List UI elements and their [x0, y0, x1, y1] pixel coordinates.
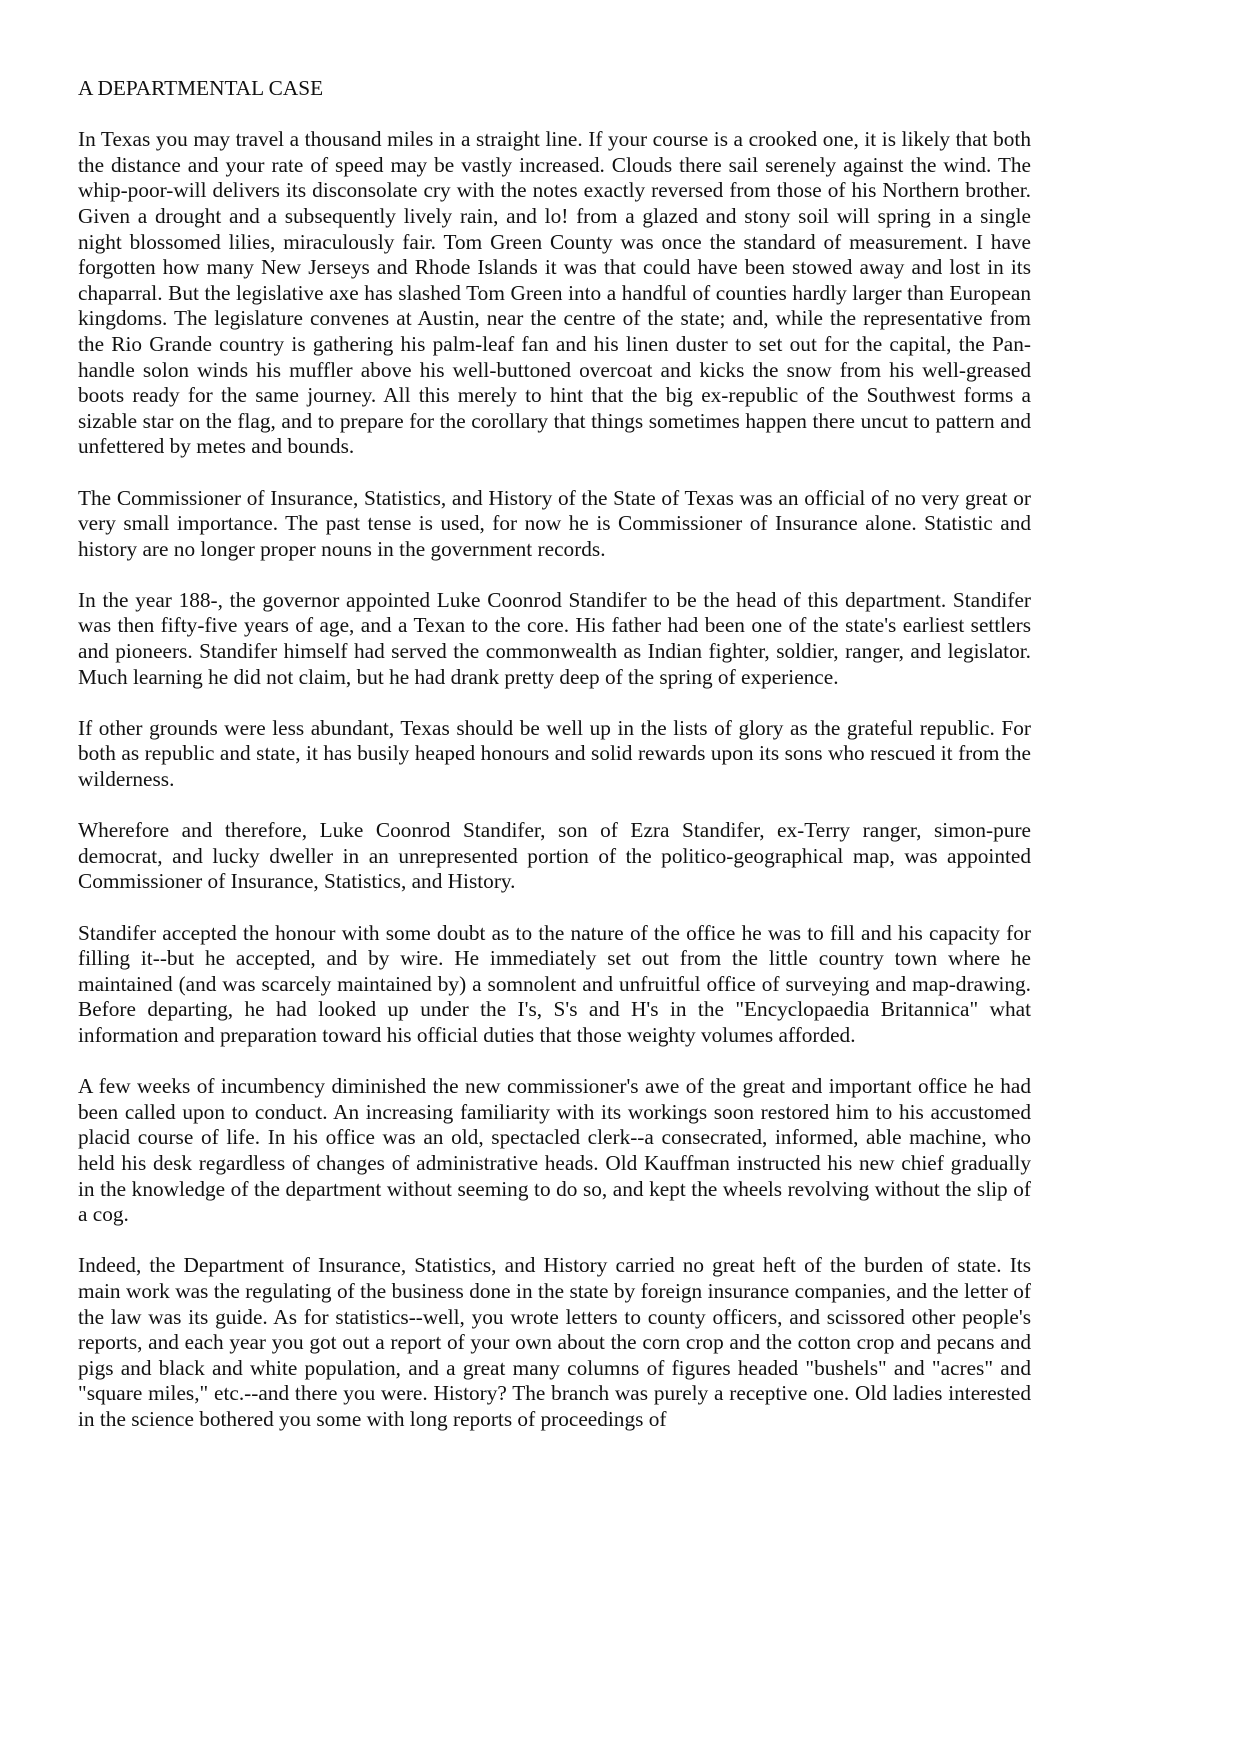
paragraph-3: In the year 188-, the governor appointed Luke Coonrod Standifer to be the head of this department. Standifer was then fifty-five years of age, and a Texan to the core. His father had been one of the state's earliest settlers and pioneers. Standifer himself had served the commonwealth as Indian fighter, soldier, ranger, and legislator. Much learning he did not claim, but he had drank pretty deep of the spring of experience.	[78, 587, 1031, 689]
paragraph-5: Wherefore and therefore, Luke Coonrod Standifer, son of Ezra Standifer, ex-Terry ranger, simon-pure democrat, and lucky dweller in an unrepresented portion of the politico-geographical map, was appointed Commissioner of Insurance, Statistics, and History.	[78, 818, 1031, 894]
paragraph-7: A few weeks of incumbency diminished the new commissioner's awe of the great and important office he had been called upon to conduct. An increasing familiarity with its workings soon restored him to his accustomed placid course of life. In his office was an old, spectacled clerk--a consecrated, informed, able machine, who held his desk regardless of changes of administrative heads. Old Kauffman instructed his new chief gradually in the knowledge of the department without seeming to do so, and kept the wheels revolving without the slip of a cog.	[78, 1074, 1031, 1227]
paragraph-4: If other grounds were less abundant, Texas should be well up in the lists of glory as the grateful republic. For both as republic and state, it has busily heaped honours and solid rewards upon its sons who rescued it from the wilderness.	[78, 715, 1031, 792]
document-title: A DEPARTMENTAL CASE	[78, 76, 324, 100]
paragraph-2: The Commissioner of Insurance, Statistics, and History of the State of Texas was an official of no very great or very small importance. The past tense is used, for now he is Commissioner of Insurance alone. Statistic and history are no longer proper nouns in the government records.	[78, 485, 1031, 561]
paragraph-1: In Texas you may travel a thousand miles in a straight line. If your course is a crooked one, it is likely that both the distance and your rate of speed may be vastly increased. Clouds there sail serenely against the wind. The whip-poor-will delivers its disconsolate cry with the notes exactly reversed from those of his Northern brother. Given a drought and a subsequently lively rain, and lo! from a glazed and stony soil will spring in a single night blossomed lilies, miraculously fair. Tom Green County was once the standard of measurement. I have forgotten how many New Jerseys and Rhode Islands it was that could have been stowed away and lost in its chaparral. But the legislative axe has slashed Tom Green into a handful of counties hardly larger than European kingdoms. The legislature convenes at Austin, near the centre of the state; and, while the representative from the Rio Grande country is gathering his palm-leaf fan and his linen duster to set out for the capital, the Pan-handle solon winds his muffler above his well-buttoned overcoat and kicks the snow from his well-greased boots ready for the same journey. All this merely to hint that the big ex-republic of the Southwest forms a sizable star on the flag, and to prepare for the corollary that things sometimes happen there uncut to pattern and unfettered by metes and bounds.	[78, 127, 1031, 459]
document-page	[78, 76, 1031, 1458]
paragraph-6: Standifer accepted the honour with some doubt as to the nature of the office he was to fill and his capacity for filling it--but he accepted, and by wire. He immediately set out from the little country town where he maintained (and was scarcely maintained by) a somnolent and unfruitful office of surveying and map-drawing. Before departing, he had looked up under the I's, S's and H's in the "Encyclopaedia Britannica" what information and preparation toward his official duties that those weighty volumes afforded.	[78, 920, 1031, 1047]
paragraph-8: Indeed, the Department of Insurance, Statistics, and History carried no great heft of the burden of state. Its main work was the regulating of the business done in the state by foreign insurance companies, and the letter of the law was its guide. As for statistics--well, you wrote letters to county officers, and scissored other people's reports, and each year you got out a report of your own about the corn crop and the cotton crop and pecans and pigs and black and white population, and a great many columns of figures headed "bushels" and "acres" and "square miles," etc.--and there you were. History? The branch was purely a receptive one. Old ladies interested in the science bothered you some with long reports of proceedings of	[78, 1253, 1031, 1431]
